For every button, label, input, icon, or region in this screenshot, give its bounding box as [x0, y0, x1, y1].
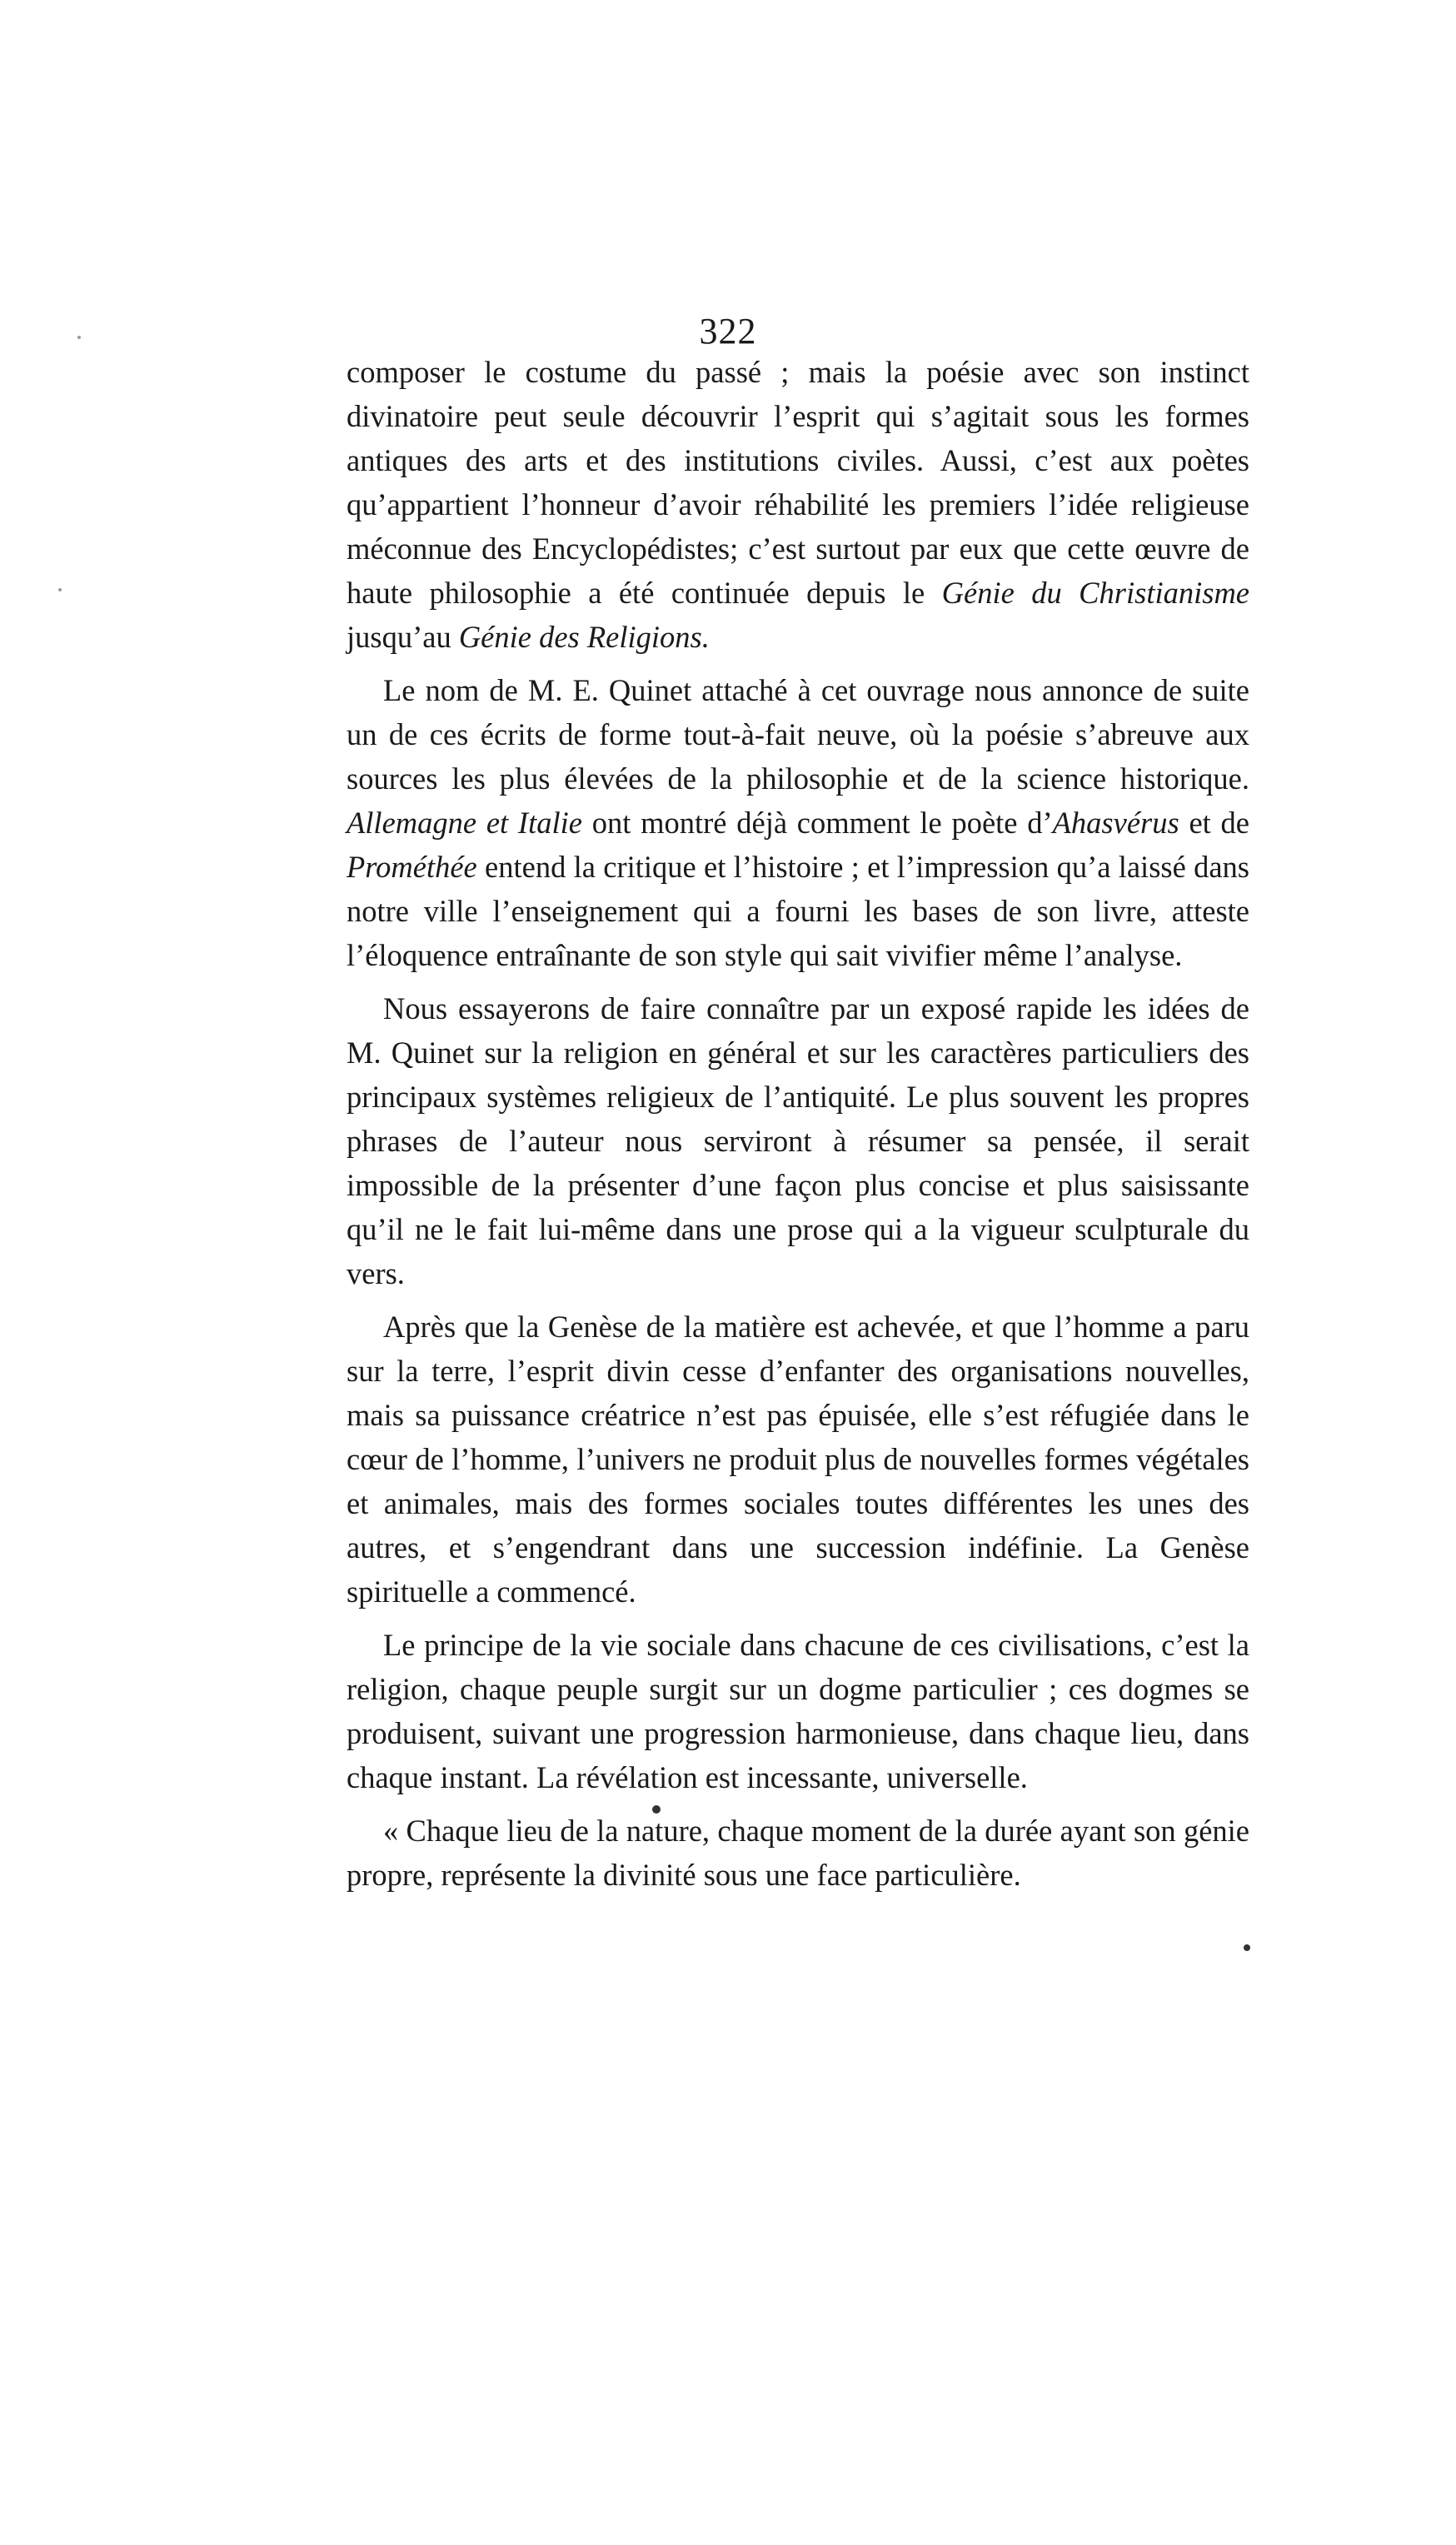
text-run: jusqu’au	[347, 620, 459, 654]
text-run: « Chaque lieu de la nature, chaque moment de la durée ayant son génie propre, représente la divinité sous une face particulière.	[347, 1814, 1249, 1892]
italic-title: Ahasvérus	[1052, 806, 1179, 840]
text-run: composer le costume du passé ; mais la poésie avec son instinct divinatoire peut seule découvrir l’esprit qui s’agitait sous les formes antiques des arts et des institutions civiles. Aussi, c’est aux poètes qu’appartient l’honneur d’avoir réhabilité les premiers l’idée religieuse méconnue des Encyclopédistes; c’est surtout par eux que cette œuvre de haute philosophie a été continuée depuis le	[347, 355, 1249, 610]
text-run: Nous essayerons de faire connaître par un exposé rapide les idées de M. Quinet sur la religion en général et sur les caractères particuliers des principaux systèmes religieux de l’antiquité. Le plus souvent les propres phrases de l’auteur nous serviront à résumer sa pensée, il serait impossible de la présenter d’une façon plus concise et plus saisissante qu’il ne le fait lui-même dans une prose qui a la vigueur sculpturale du vers.	[347, 991, 1249, 1290]
text-run: Après que la Genèse de la matière est achevée, et que l’homme a paru sur la terre, l’esprit divin cesse d’enfanter des organisations nouvelles, mais sa puissance créatrice n’est pas épuisée, elle s’est réfugiée dans le cœur de l’homme, l’univers ne produit plus de nouvelles formes végétales et animales, mais des formes sociales toutes différentes les unes des autres, et s’engendrant dans une succession indéfinie. La Genèse spirituelle a commencé.	[347, 1310, 1249, 1609]
paragraph	[347, 350, 1249, 659]
text-run: Le nom de M. E. Quinet attaché à cet ouvrage nous annonce de suite un de ces écrits de forme tout-à-fait neuve, où la poésie s’abreuve aux sources les plus élevées de la philosophie et de la science historique.	[347, 673, 1249, 796]
italic-title: Génie du Christianisme	[941, 576, 1249, 610]
paragraph	[347, 986, 1249, 1295]
page-number: 322	[699, 311, 757, 352]
paragraph	[347, 1305, 1249, 1614]
paragraph	[347, 1809, 1249, 1897]
text-run: entend la critique et l’histoire ; et l’impression qu’a laissé dans notre ville l’enseignement qui a fourni les bases de son livre, atteste l’éloquence entraînante de son style qui sait vivifier même l’analyse.	[347, 850, 1249, 972]
body-text	[347, 350, 1249, 1906]
italic-title: Prométhée	[347, 850, 477, 884]
text-run: et de	[1179, 806, 1249, 840]
italic-title: Allemagne et Italie	[347, 806, 582, 840]
scan-speck	[1244, 1944, 1250, 1951]
paragraph	[347, 668, 1249, 977]
text-run: ont montré déjà comment le poète d’	[581, 806, 1053, 840]
scan-speck	[58, 588, 62, 591]
text-run: Le principe de la vie sociale dans chacune de ces civilisations, c’est la religion, chaque peuple surgit sur un dogme particulier ; ces dogmes se produisent, suivant une progression harmonieuse, dans chaque lieu, dans chaque instant. La révélation est incessante, universelle.	[347, 1628, 1249, 1794]
paragraph	[347, 1623, 1249, 1799]
italic-title: Génie des Religions.	[458, 620, 710, 654]
